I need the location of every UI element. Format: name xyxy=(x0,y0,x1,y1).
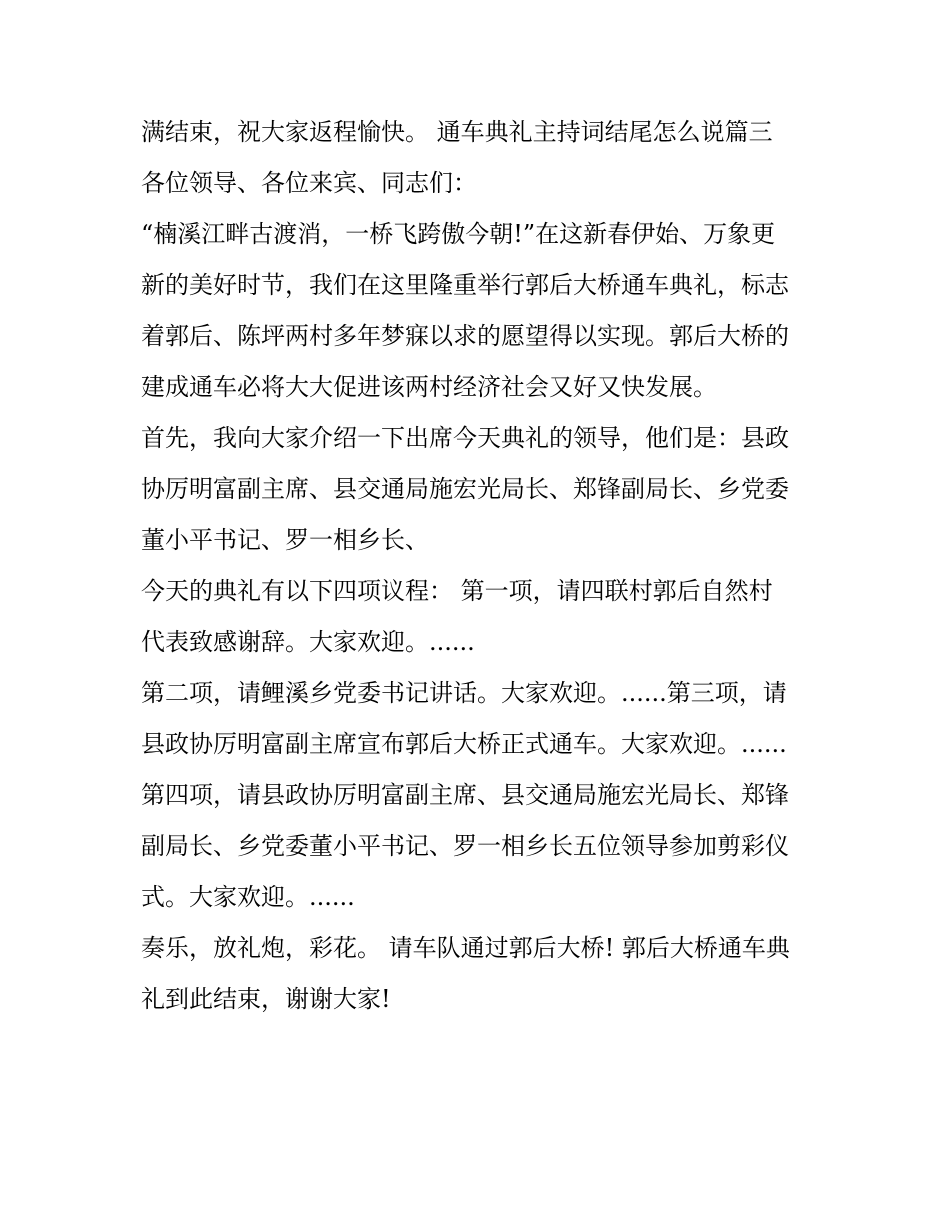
text-line: 协厉明富副主席、县交通局施宏光局长、郑锋副局长、乡党委 xyxy=(141,475,789,503)
text-line: 县政协厉明富副主席宣布郭后大桥正式通车。大家欢迎。...... xyxy=(141,730,787,758)
text-line: “楠溪江畔古渡消，一桥飞跨傲今朝!”在这新春伊始、万象更 xyxy=(141,220,776,248)
text-line: 今天的典礼有以下四项议程： 第一项，请四联村郭后自然村 xyxy=(141,577,773,605)
text-line: 式。大家欢迎。...... xyxy=(141,883,355,911)
text-line: 副局长、乡党委董小平书记、罗一相乡长五位领导参加剪彩仪 xyxy=(141,832,789,860)
text-line: 代表致感谢辞。大家欢迎。...... xyxy=(141,628,475,656)
text-line: 第二项，请鲤溪乡党委书记讲话。大家欢迎。......第三项，请 xyxy=(141,679,787,707)
text-line: 满结束，祝大家返程愉快。 通车典礼主持词结尾怎么说篇三 xyxy=(141,118,773,146)
text-line: 董小平书记、罗一相乡长、 xyxy=(141,526,429,554)
text-line: 新的美好时节，我们在这里隆重举行郭后大桥通车典礼，标志 xyxy=(141,271,789,299)
text-line: 第四项，请县政协厉明富副主席、县交通局施宏光局长、郑锋 xyxy=(141,781,789,809)
text-line: 各位领导、各位来宾、同志们： xyxy=(141,169,477,197)
text-line: 着郭后、陈坪两村多年梦寐以求的愿望得以实现。郭后大桥的 xyxy=(141,322,789,350)
text-line: 奏乐，放礼炮，彩花。 请车队通过郭后大桥! 郭后大桥通车典 xyxy=(141,934,790,962)
text-line: 建成通车必将大大促进该两村经济社会又好又快发展。 xyxy=(141,373,717,401)
text-line: 首先，我向大家介绍一下出席今天典礼的领导，他们是：县政 xyxy=(141,424,789,452)
document-body xyxy=(141,107,821,1025)
text-line: 礼到此结束，谢谢大家! xyxy=(141,985,391,1013)
